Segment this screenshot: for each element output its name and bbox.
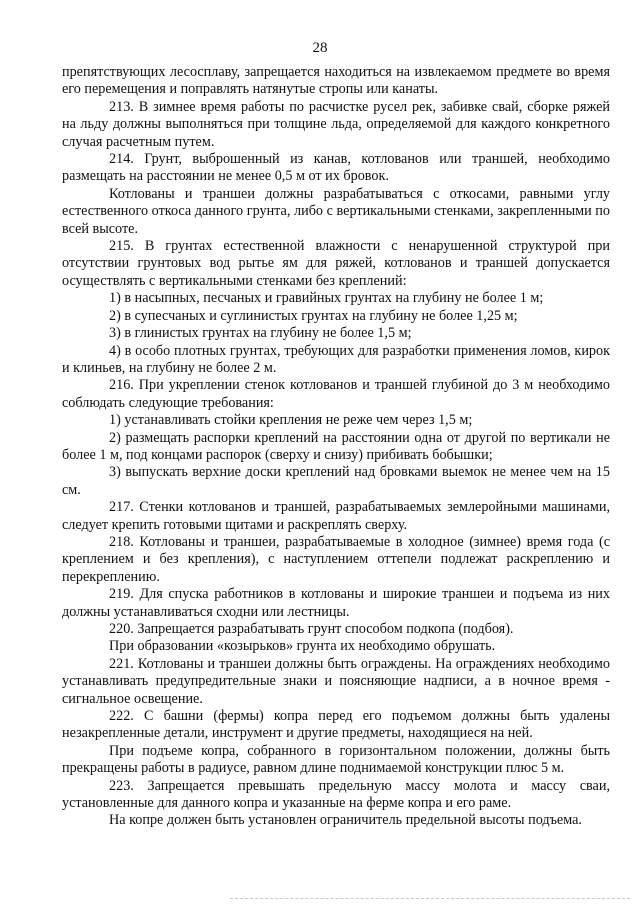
paragraph-220-overhang: При образовании «козырьков» грунта их необходимо обрушать. xyxy=(109,638,496,655)
paragraph-216-item-2: 2) размещать распорки креплений на расстоянии одна от другой по вертикали не более 1 м, под концами распорок (сверху и снизу) прибивать бобышки; xyxy=(62,429,610,463)
paragraph-215: 215. В грунтах естественной влажности с ненарушенной структурой при отсутствии грунтовых вод рытье ям для ряжей, котлованов и траншей допускается осуществлять с вертикальными стенками без креплений: xyxy=(62,238,610,289)
page-number: 28 xyxy=(312,40,328,56)
paragraph-214: 214. Грунт, выброшенный из канав, котлованов или траншей, необходимо размещать на расстоянии не менее 0,5 м от их бровок. xyxy=(62,151,610,185)
paragraph-222-lifting: При подъеме копра, собранного в горизонтальном положении, должны быть прекращены работы в радиусе, равном длине поднимаемой конструкции плюс 5 м. xyxy=(62,742,610,777)
paragraph-216-item-1: 1) устанавливать стойки крепления не реже чем через 1,5 м; xyxy=(109,412,473,429)
paragraph-215-item-4: 4) в особо плотных грунтах, требующих для разработки применения ломов, кирок и клиньев, на глубину не более 2 м. xyxy=(62,342,610,376)
paragraph-214-slopes: Котлованы и траншеи должны разрабатываться с откосами, равными углу естественного откоса данного грунта, либо с вертикальными стенками, закрепленными по всей высоте. xyxy=(62,185,610,237)
paragraph-218: 218. Котлованы и траншеи, разрабатываемые в холодное (зимнее) время года (с креплением и без крепления), с наступлением оттепели подлежат раскреплению и перекреплению. xyxy=(62,533,610,585)
scan-edge-line xyxy=(230,898,630,899)
paragraph-continuation: препятствующих лесосплаву, запрещается находиться на извлекаемом предмете во время его перемещения и поправлять натянутые стропы или канаты. xyxy=(62,64,610,98)
paragraph-222: 222. С башни (фермы) копра перед его подъемом должны быть удалены незакрепленные детали, инструмент и другие предметы, находящиеся на ней. xyxy=(62,708,610,742)
paragraph-216-item-3: 3) выпускать верхние доски креплений над бровками выемок не менее чем на 15 см. xyxy=(62,464,610,498)
paragraph-213: 213. В зимнее время работы по расчистке русел рек, забивке свай, сборке ряжей на льду должны выполняться при толщине льда, определяемой для каждого конкретного случая расчетным путем. xyxy=(62,98,610,150)
paragraph-215-item-2: 2) в супесчаных и суглинистых грунтах на глубину не более 1,25 м; xyxy=(109,307,518,324)
paragraph-219: 219. Для спуска работников в котлованы и широкие траншеи и подъема из них должны устанавливаться сходни или лестницы. xyxy=(62,586,610,620)
paragraph-217: 217. Стенки котлованов и траншей, разрабатываемых землеройными машинами, следует крепить готовыми щитами и раскреплять сверху. xyxy=(62,499,610,533)
paragraph-221: 221. Котлованы и траншеи должны быть ограждены. На ограждениях необходимо устанавливать предупредительные знаки и поясняющие надписи, а в ночное время - сигнальное освещение. xyxy=(62,655,610,707)
body-text xyxy=(62,64,610,830)
paragraph-223: 223. Запрещается превышать предельную массу молота и массу сваи, установленные для данного копра и указанные на ферме копра и его раме. xyxy=(62,777,610,812)
paragraph-220: 220. Запрещается разрабатывать грунт способом подкопа (подбоя). xyxy=(109,621,514,637)
paragraph-215-item-3: 3) в глинистых грунтах на глубину не более 1,5 м; xyxy=(109,325,412,342)
paragraph-215-item-1: 1) в насыпных, песчаных и гравийных грунтах на глубину не более 1 м; xyxy=(109,290,544,307)
paragraph-223-limiter: На копре должен быть установлен ограничитель предельной высоты подъема. xyxy=(109,812,582,829)
paragraph-216: 216. При укреплении стенок котлованов и траншей глубиной до 3 м необходимо соблюдать следующие требования: xyxy=(62,377,610,411)
